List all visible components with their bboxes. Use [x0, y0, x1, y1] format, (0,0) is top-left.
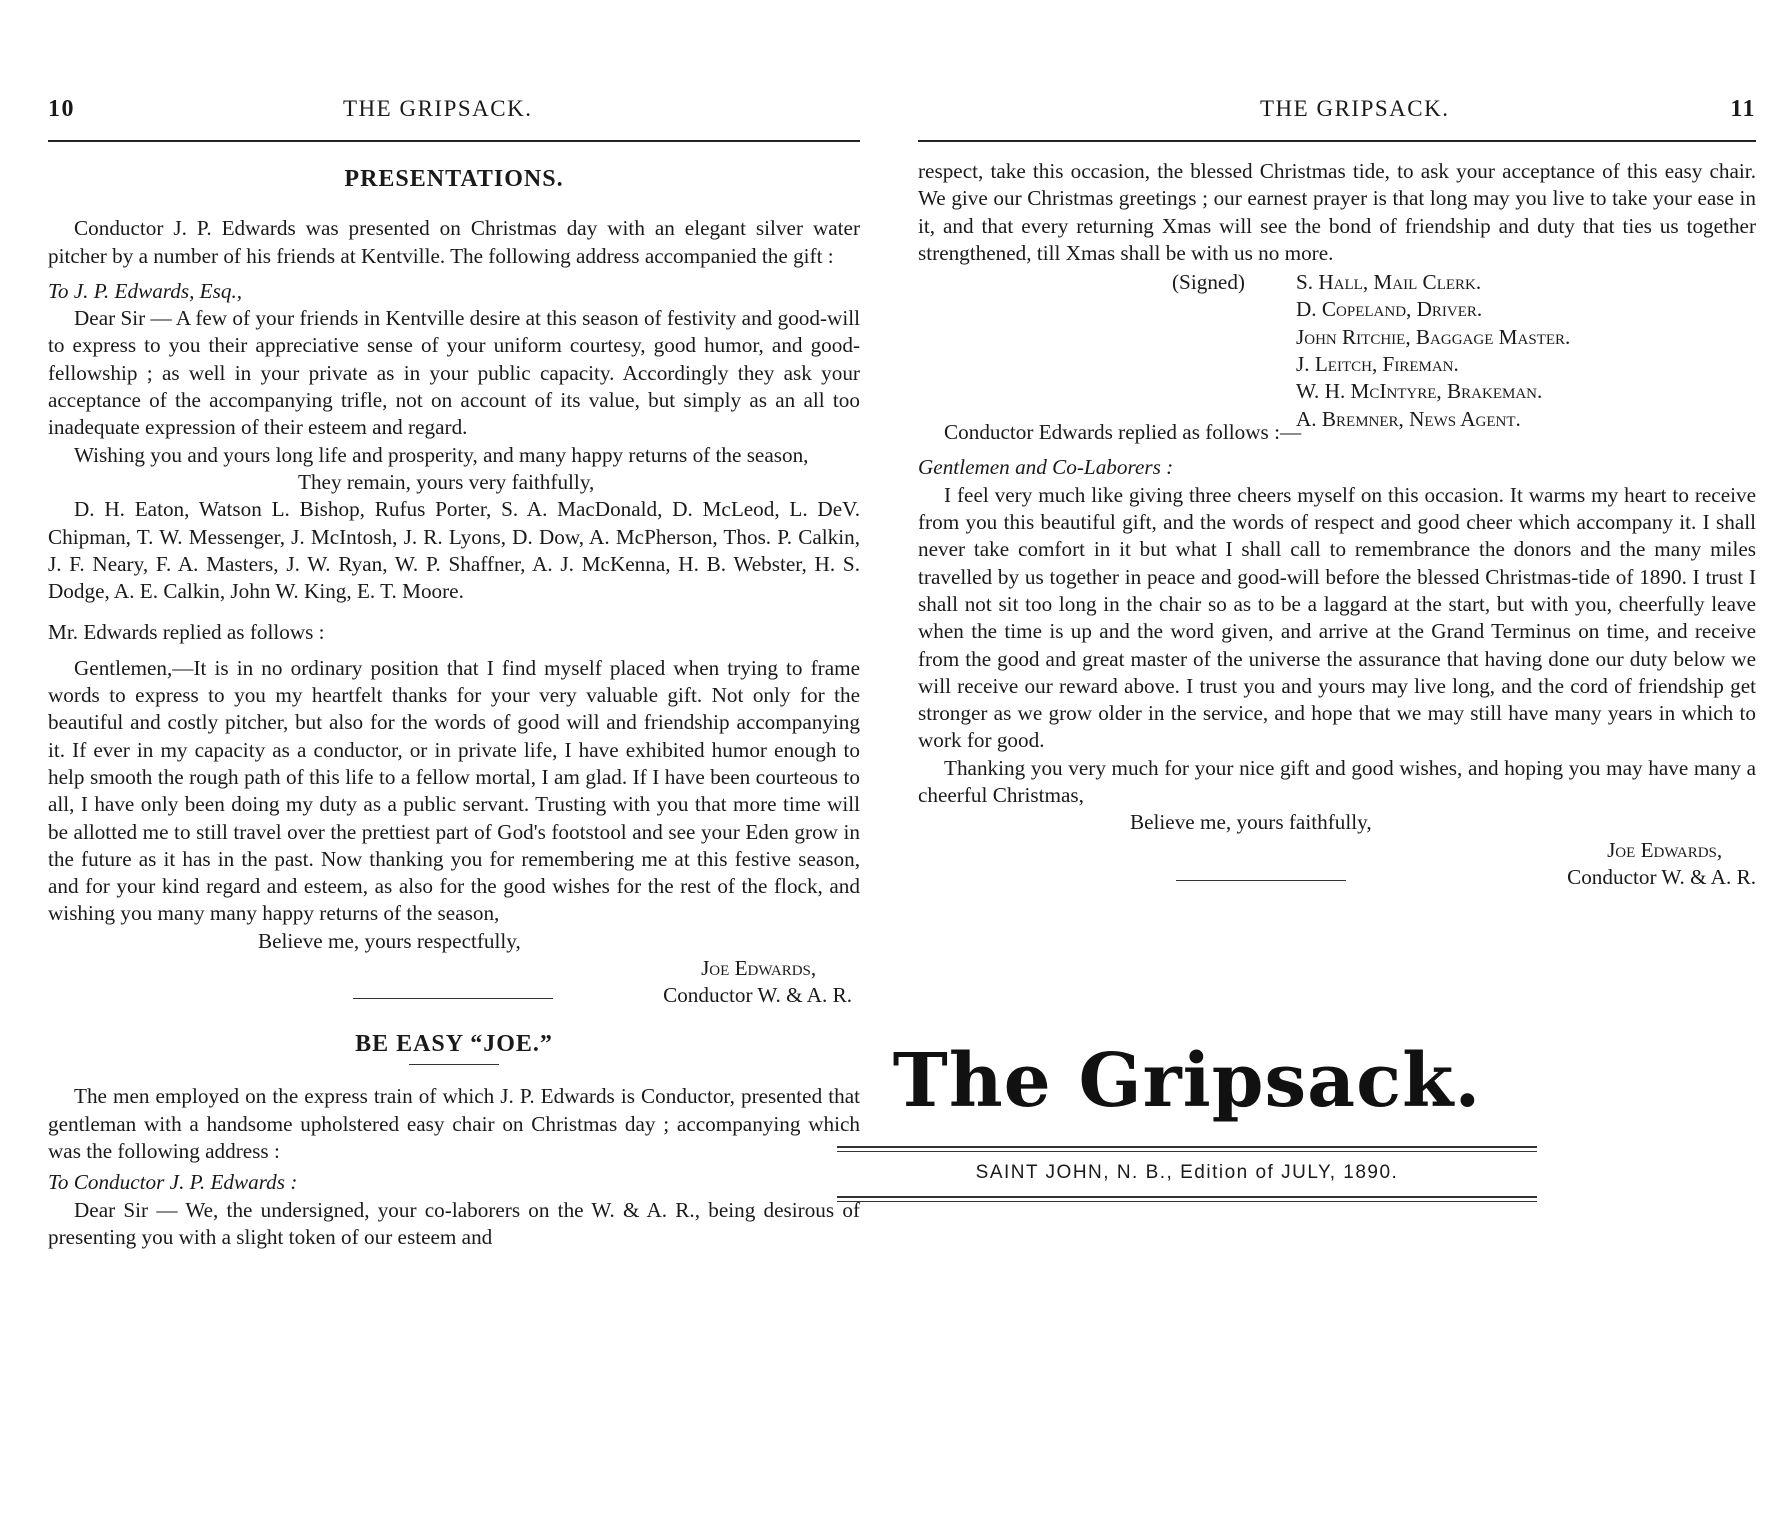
masthead [837, 1036, 1537, 1202]
edwards-reply: Gentlemen,—It is in no ordinary position that I find myself placed when trying to frame words to express to you my heartfelt thanks for your very valuable gift. Not only for the beautiful and costly pitcher, but also for the words of good will and friendship accompanying it. If ever in my capacity as a conductor, or in private life, I have exhibited humor enough to help smooth the rough path of this life to a fellow mortal, I am glad. If I have been courteous to all, I have only been doing my duty as a public servant. Trusting with you that more time will be allotted me to still travel over the prettiest part of God's footstool and see your Eden grow in the future as it has in the past. Now thanking you for remembering me at this festive season, and for your kind regard and esteem, as also for the good wishes for the rest of the flock, and wishing you many many happy returns of the season, [48, 655, 860, 926]
masthead-title: The Gripsack. [892, 1038, 1482, 1124]
end-separator-rule [1176, 880, 1346, 881]
section-separator-rule [353, 998, 553, 999]
signers-list: D. H. Eaton, Watson L. Bishop, Rufus Porter, S. A. MacDonald, D. McLeod, L. DeV. Chipman, T. W. Messenger, J. McIntosh, J. R. Lyons, D. Dow, A. McPherson, Thos. P. Calkin, J. F. Neary, F. A. Masters, J. W. Ryan, W. P. Shaffner, A. J. McKenna, H. B. Webster, H. S. Dodge, A. E. Calkin, John W. King, E. T. Moore. [48, 497, 860, 604]
signature-name: Joe Edwards, [701, 956, 817, 981]
page-number-left: 10 [48, 96, 75, 122]
running-head-left [48, 96, 860, 130]
be-easy-salutation: To Conductor J. P. Edwards : [48, 1170, 298, 1195]
signatory: S. Hall, Mail Clerk. [1296, 270, 1482, 295]
signature-title: Conductor W. & A. R. [1567, 864, 1756, 889]
gentlemen-salutation: Gentlemen and Co-Laborers : [918, 455, 1174, 480]
signatory: W. H. McIntyre, Brakeman. [1296, 379, 1543, 404]
signature-block-right [1567, 837, 1756, 892]
running-head-right [978, 96, 1756, 130]
signature-title: Conductor W. & A. R. [663, 983, 852, 1008]
signature-row-left [48, 955, 860, 1011]
signature-block-left [663, 955, 852, 1010]
conductor-reply-paragraph-2: Thanking you very much for your nice gift and good wishes, and hoping you may have many a cheerful Christmas, [918, 755, 1756, 808]
page-number-right: 11 [1730, 96, 1756, 122]
left-page-body [48, 166, 860, 1251]
signatory: John Ritchie, Baggage Master. [1296, 324, 1571, 349]
running-title-left: THE GRIPSACK. [343, 96, 533, 121]
address-continuation: respect, take this occasion, the blessed Christmas tide, to ask your acceptance of this easy chair. We give our Christmas greetings ; our earnest prayer is that long may you live to take your ease in it, and that every returning Xmas will see the bond of friendship and duty that ties us together strengthened, till Xmas shall be with us no more. [918, 159, 1756, 265]
edwards-replied-line: Mr. Edwards replied as follows : [48, 620, 325, 645]
header-rule-right [918, 140, 1756, 142]
reply-closing: Believe me, yours respectfully, [258, 928, 521, 953]
signature-row-right [918, 837, 1756, 893]
masthead-bottom-rule [837, 1196, 1537, 1202]
presentations-intro: Conductor J. P. Edwards was presented on Christmas day with an elegant silver water pitcher by a number of his friends at Kentville. The following address accompanied the gift : [48, 216, 860, 268]
right-page-body [918, 158, 1756, 893]
signatory: A. Bremner, News Agent. [1296, 406, 1521, 431]
masthead-edition: SAINT JOHN, N. B., Edition of JULY, 1890. [975, 1162, 1399, 1183]
left-page [48, 0, 860, 1538]
presentations-salutation: To J. P. Edwards, Esq., [48, 278, 243, 303]
right-page [918, 0, 1756, 1538]
running-title-right: THE GRIPSACK. [1260, 96, 1450, 121]
address-paragraph-1: Dear Sir — A few of your friends in Kentville desire at this season of festivity and good-will to express to you their appreciative sense of your uniform courtesy, good humor, and good-fellowship ; as well in your private as in your public capacity. Accordingly they ask your acceptance of the accompanying trifle, not on account of its value, but simply as an all too inadequate expression of their esteem and regard. [48, 306, 860, 440]
conductor-replied-line: Conductor Edwards replied as follows :— [944, 420, 1302, 445]
signatory: J. Leitch, Fireman. [1296, 352, 1459, 377]
right-reply-closing: Believe me, yours faithfully, [1130, 810, 1372, 835]
address-paragraph-2: Wishing you and yours long life and prosperity, and many happy returns of the season, [74, 442, 809, 467]
signed-block [918, 269, 1756, 431]
be-easy-heading: BE EASY “JOE.” [355, 1031, 553, 1058]
conductor-reply-paragraph-1: I feel very much like giving three cheers myself on this occasion. It warms my heart to receive from you this beautiful gift, and the words of respect and good cheer which accompany it. I shall never take comfort in it but what I shall call to remembrance the donors and the many miles travelled by us together in peace and good-will before the blessed Christmas-tide of 1890. I trust I shall not sit too long in the chair so as to be a laggard at the start, but with you, cheerfully leave when the time is up and the word given, and arrive at the Grand Terminus on time, and receive from the good and great master of the universe the assurance that having done our duty below we will receive our reward above. I trust you and yours may live long, and the cord of friendship get stronger as we grow older in the service, and hope that we may still have many years in which to work for good. [918, 482, 1756, 753]
header-rule-left [48, 140, 860, 142]
be-easy-address-start: Dear Sir — We, the undersigned, your co-laborers on the W. & A. R., being desirous of presenting you with a slight token of our esteem and [48, 1197, 860, 1249]
be-easy-intro: The men employed on the express train of which J. P. Edwards is Conductor, presented that gentleman with a handsome upholstered easy chair on Christmas day ; accompanying which was the following address : [48, 1084, 860, 1163]
signatory: D. Copeland, Driver. [1296, 297, 1483, 322]
masthead-top-rule [837, 1146, 1537, 1152]
signatories-list [1296, 269, 1570, 433]
signed-label: (Signed) [1172, 270, 1245, 295]
heading-underline [409, 1064, 499, 1065]
address-closing: They remain, yours very faithfully, [298, 469, 595, 494]
presentations-heading: PRESENTATIONS. [344, 166, 564, 192]
signature-name: Joe Edwards, [1607, 837, 1723, 862]
